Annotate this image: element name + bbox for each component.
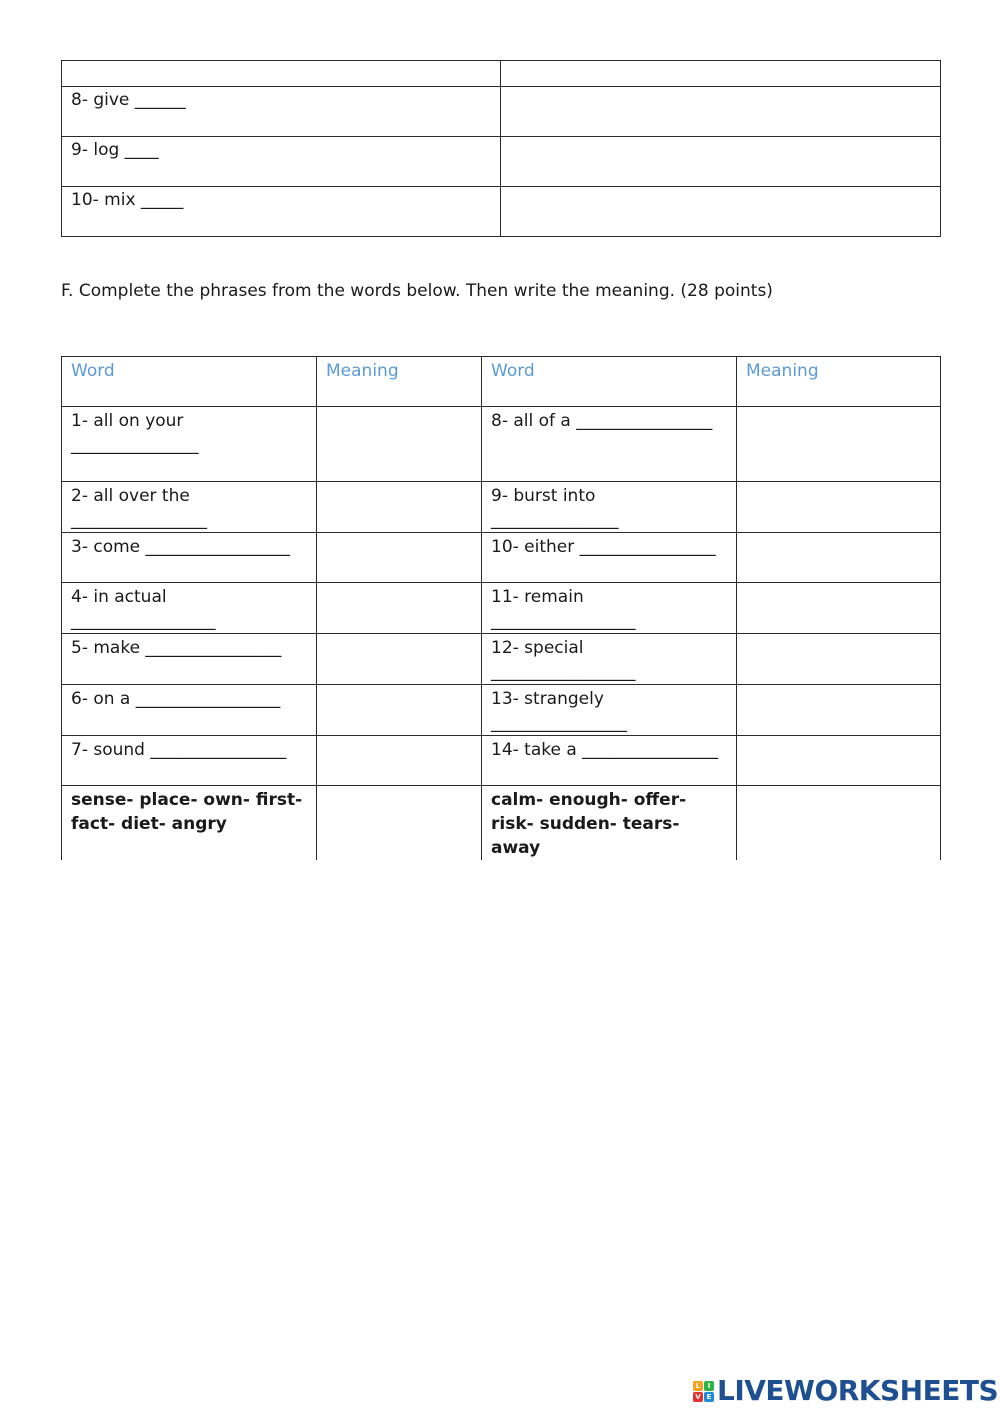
phrase-cell: 2- all over the ________________ bbox=[62, 482, 317, 533]
meaning-cell bbox=[317, 583, 482, 634]
meaning-cell bbox=[317, 533, 482, 583]
meaning-cell bbox=[737, 786, 941, 861]
phrase-cell: 14- take a ________________ bbox=[482, 736, 737, 786]
table-row bbox=[62, 187, 941, 237]
meaning-cell bbox=[737, 482, 941, 533]
phrases-table bbox=[61, 356, 941, 860]
logo-text: LIVEWORKSHEETS bbox=[717, 1374, 999, 1407]
logo-tile: V bbox=[693, 1392, 703, 1402]
phrase-cell: 4- in actual _________________ bbox=[62, 583, 317, 634]
table-row bbox=[62, 583, 941, 634]
table-row bbox=[62, 533, 941, 583]
phrase-cell: 7- sound ________________ bbox=[62, 736, 317, 786]
meaning-cell bbox=[737, 736, 941, 786]
phrase-cell: 9- burst into _______________ bbox=[482, 482, 737, 533]
logo-tile: L bbox=[693, 1381, 703, 1391]
top-table bbox=[61, 60, 941, 237]
phrase-cell: 1- all on your _______________ bbox=[62, 407, 317, 482]
meaning-cell bbox=[737, 685, 941, 736]
table-cell: 8- give ______ bbox=[62, 87, 501, 137]
meaning-cell bbox=[737, 407, 941, 482]
table-cell bbox=[62, 61, 501, 87]
column-header-meaning: Meaning bbox=[317, 357, 482, 407]
meaning-cell bbox=[317, 685, 482, 736]
answer-cell bbox=[501, 87, 941, 137]
exercise-instruction: F. Complete the phrases from the words below. Then write the meaning. (28 points) bbox=[61, 281, 773, 301]
table-row bbox=[62, 634, 941, 685]
table-row bbox=[62, 736, 941, 786]
word-bank-left: sense- place- own- first- fact- diet- angry bbox=[62, 786, 317, 861]
table-row bbox=[62, 685, 941, 736]
liveworksheets-logo bbox=[693, 1374, 998, 1408]
meaning-cell bbox=[737, 533, 941, 583]
answer-cell bbox=[501, 137, 941, 187]
column-header-word: Word bbox=[62, 357, 317, 407]
meaning-cell bbox=[317, 482, 482, 533]
phrase-cell: 13- strangely ________________ bbox=[482, 685, 737, 736]
phrase-cell: 12- special _________________ bbox=[482, 634, 737, 685]
meaning-cell bbox=[317, 634, 482, 685]
logo-tile: E bbox=[704, 1392, 714, 1402]
table-header-row bbox=[62, 357, 941, 407]
word-bank-row bbox=[62, 786, 941, 861]
column-header-word: Word bbox=[482, 357, 737, 407]
column-header-meaning: Meaning bbox=[737, 357, 941, 407]
phrase-cell: 10- either ________________ bbox=[482, 533, 737, 583]
word-bank-right: calm- enough- offer- risk- sudden- tears- away bbox=[482, 786, 737, 861]
table-row bbox=[62, 482, 941, 533]
phrase-cell: 3- come _________________ bbox=[62, 533, 317, 583]
meaning-cell bbox=[317, 736, 482, 786]
answer-cell bbox=[501, 187, 941, 237]
phrase-cell: 8- all of a ________________ bbox=[482, 407, 737, 482]
logo-tile: I bbox=[704, 1381, 714, 1391]
logo-mark-icon bbox=[693, 1381, 714, 1402]
table-cell: 10- mix _____ bbox=[62, 187, 501, 237]
phrase-cell: 11- remain _________________ bbox=[482, 583, 737, 634]
phrase-cell: 6- on a _________________ bbox=[62, 685, 317, 736]
table-row bbox=[62, 137, 941, 187]
phrase-cell: 5- make ________________ bbox=[62, 634, 317, 685]
table-row bbox=[62, 61, 941, 87]
meaning-cell bbox=[737, 634, 941, 685]
meaning-cell bbox=[317, 786, 482, 861]
table-row bbox=[62, 87, 941, 137]
table-cell: 9- log ____ bbox=[62, 137, 501, 187]
meaning-cell bbox=[737, 583, 941, 634]
table-row bbox=[62, 407, 941, 482]
meaning-cell bbox=[317, 407, 482, 482]
table-cell bbox=[501, 61, 941, 87]
